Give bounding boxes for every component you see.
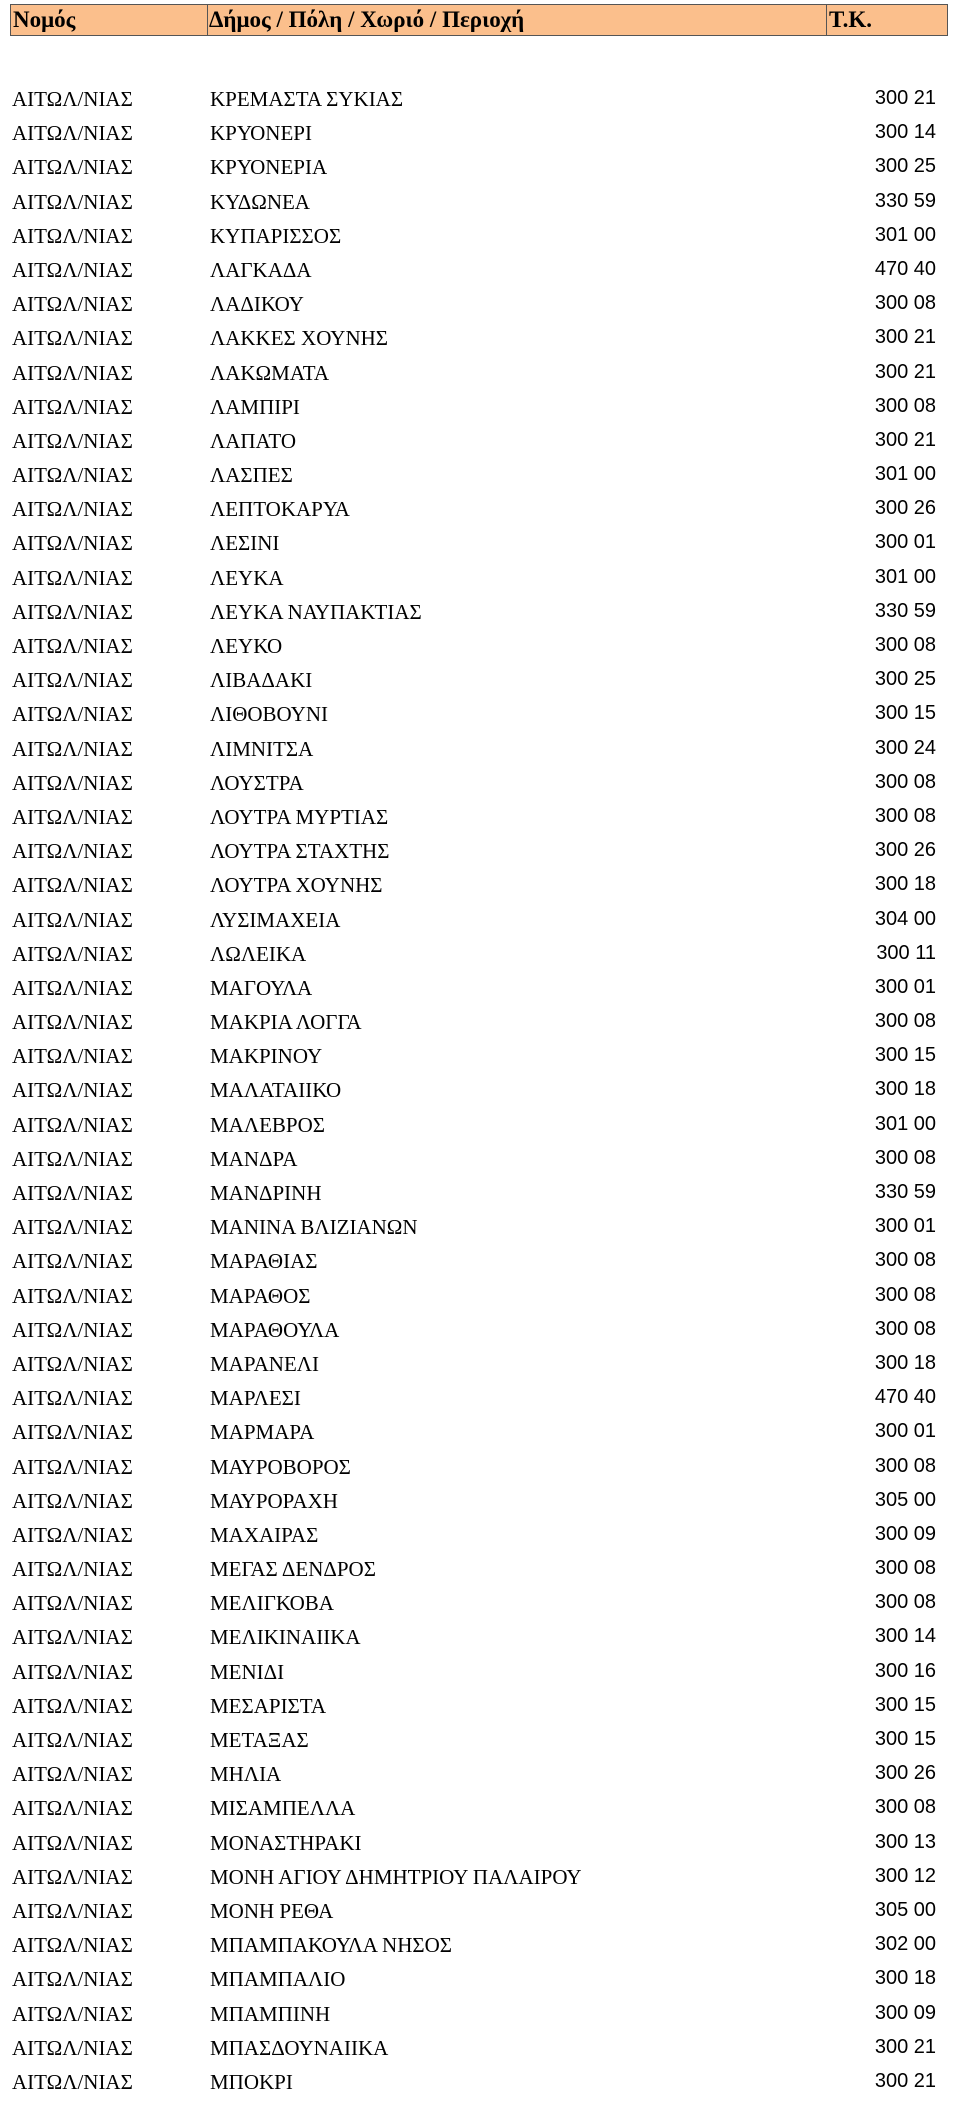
cell-nomos: ΑΙΤΩΛ/ΝΙΑΣ bbox=[12, 1830, 133, 1855]
cell-area: ΜΕΛΙΚΙΝΑΙΙΚΑ bbox=[210, 1625, 361, 1650]
cell-area: ΛΙΜΝΙΤΣΑ bbox=[210, 736, 314, 761]
cell-postcode: 330 59 bbox=[874, 1181, 936, 1203]
table-row bbox=[0, 1794, 960, 1828]
table-row bbox=[0, 1829, 960, 1863]
cell-postcode: 300 24 bbox=[874, 736, 936, 759]
cell-postcode: 300 21 bbox=[874, 428, 936, 451]
cell-area: ΚΥΠΑΡΙΣΣΟΣ bbox=[210, 223, 342, 248]
cell-postcode: 300 25 bbox=[874, 668, 936, 691]
cell-postcode: 300 15 bbox=[874, 1728, 936, 1750]
cell-nomos: ΑΙΤΩΛ/ΝΙΑΣ bbox=[12, 770, 133, 795]
cell-nomos: ΑΙΤΩΛ/ΝΙΑΣ bbox=[12, 1933, 133, 1958]
table-row bbox=[0, 1350, 960, 1384]
table-row bbox=[0, 393, 960, 427]
table-row bbox=[0, 1316, 960, 1350]
cell-area: ΚΡΥΟΝΕΡΙΑ bbox=[210, 155, 328, 180]
table-row bbox=[0, 1658, 960, 1692]
cell-area: ΛΕΥΚΑ bbox=[210, 565, 284, 590]
cell-area: ΜΕΝΙΔΙ bbox=[210, 1659, 285, 1684]
header-area: Δήμος / Πόλη / Χωριό / Περιοχή bbox=[209, 7, 525, 32]
cell-area: ΛΟΥΤΡΑ ΧΟΥΝΗΣ bbox=[210, 873, 383, 898]
cell-area: ΜΟΝΗ ΑΓΙΟΥ ΔΗΜΗΤΡΙΟΥ ΠΑΛΑΙΡΟΥ bbox=[210, 1864, 582, 1889]
cell-postcode: 300 09 bbox=[874, 1522, 936, 1545]
table-row bbox=[0, 324, 960, 358]
cell-area: ΜΑΓΟΥΛΑ bbox=[210, 975, 313, 1000]
cell-area: ΜΑΛΕΒΡΟΣ bbox=[210, 1112, 325, 1137]
table-row bbox=[0, 700, 960, 734]
table-row bbox=[0, 1760, 960, 1794]
cell-nomos: ΑΙΤΩΛ/ΝΙΑΣ bbox=[12, 1728, 133, 1752]
cell-area: ΛΟΥΣΤΡΑ bbox=[210, 770, 304, 795]
cell-area: ΜΑΚΡΙΑ ΛΟΓΓΑ bbox=[210, 1010, 362, 1035]
cell-area: ΜΑΛΑΤΑΙΙΚΟ bbox=[210, 1078, 342, 1103]
table-row bbox=[0, 1897, 960, 1931]
cell-area: ΜΑΚΡΙΝΟΥ bbox=[210, 1044, 323, 1069]
table-row bbox=[0, 769, 960, 803]
cell-area: ΛΑΜΠΙΡΙ bbox=[210, 394, 300, 419]
cell-area: ΜΑΡΛΕΣΙ bbox=[210, 1386, 301, 1411]
cell-postcode: 300 09 bbox=[874, 2001, 936, 2024]
cell-postcode: 300 08 bbox=[874, 770, 936, 793]
table-row bbox=[0, 153, 960, 187]
cell-area: ΛΑΔΙΚΟΥ bbox=[210, 292, 304, 317]
cell-postcode: 300 08 bbox=[874, 1796, 936, 1819]
table-row bbox=[0, 256, 960, 290]
cell-postcode: 304 00 bbox=[874, 907, 936, 930]
cell-nomos: ΑΙΤΩΛ/ΝΙΑΣ bbox=[12, 189, 133, 214]
cell-postcode: 301 00 bbox=[874, 565, 936, 588]
table-row bbox=[0, 666, 960, 700]
cell-postcode: 330 59 bbox=[874, 599, 936, 622]
cell-postcode: 305 00 bbox=[874, 1488, 936, 1511]
cell-nomos: ΑΙΤΩΛ/ΝΙΑΣ bbox=[12, 975, 133, 1000]
cell-nomos: ΑΙΤΩΛ/ΝΙΑΣ bbox=[12, 1522, 133, 1547]
cell-nomos: ΑΙΤΩΛ/ΝΙΑΣ bbox=[12, 1625, 133, 1650]
cell-postcode: 300 08 bbox=[874, 292, 936, 315]
cell-nomos: ΑΙΤΩΛ/ΝΙΑΣ bbox=[12, 497, 133, 522]
cell-nomos: ΑΙΤΩΛ/ΝΙΑΣ bbox=[12, 599, 133, 624]
cell-postcode: 300 14 bbox=[874, 1625, 936, 1648]
cell-postcode: 300 13 bbox=[874, 1830, 936, 1853]
cell-postcode: 300 12 bbox=[874, 1864, 936, 1887]
cell-postcode: 300 08 bbox=[874, 1557, 936, 1580]
cell-nomos: ΑΙΤΩΛ/ΝΙΑΣ bbox=[12, 907, 133, 932]
cell-area: ΜΟΝΑΣΤΗΡΑΚΙ bbox=[210, 1830, 362, 1855]
cell-area: ΛΕΥΚΑ ΝΑΥΠΑΚΤΙΑΣ bbox=[210, 599, 422, 624]
cell-postcode: 300 08 bbox=[874, 634, 936, 656]
cell-area: ΛΑΣΠΕΣ bbox=[210, 463, 293, 488]
table-row bbox=[0, 2068, 960, 2102]
cell-nomos: ΑΙΤΩΛ/ΝΙΑΣ bbox=[12, 1181, 133, 1205]
cell-nomos: ΑΙΤΩΛ/ΝΙΑΣ bbox=[12, 1351, 133, 1376]
cell-area: ΜΑΡΑΘΟΣ bbox=[210, 1283, 311, 1308]
table-row bbox=[0, 1008, 960, 1042]
cell-area: ΛΙΘΟΒΟΥΝΙ bbox=[210, 702, 329, 727]
cell-area: ΜΗΛΙΑ bbox=[210, 1762, 282, 1787]
cell-area: ΛΙΒΑΔΑΚΙ bbox=[210, 668, 313, 693]
cell-postcode: 300 08 bbox=[874, 394, 936, 417]
table-row bbox=[0, 1521, 960, 1555]
cell-area: ΜΠΑΜΠΙΝΗ bbox=[210, 2001, 331, 2026]
cell-area: ΜΕΛΙΓΚΟΒΑ bbox=[210, 1591, 334, 1616]
cell-nomos: ΑΙΤΩΛ/ΝΙΑΣ bbox=[12, 1898, 133, 1923]
cell-postcode: 300 15 bbox=[874, 1693, 936, 1716]
cell-area: ΜΑΝΙΝΑ ΒΛΙΖΙΑΝΩΝ bbox=[210, 1215, 418, 1240]
cell-nomos: ΑΙΤΩΛ/ΝΙΑΣ bbox=[12, 1967, 133, 1992]
table-header bbox=[10, 4, 948, 36]
cell-postcode: 300 14 bbox=[874, 121, 936, 144]
table-row bbox=[0, 1247, 960, 1281]
table-row bbox=[0, 837, 960, 871]
cell-postcode: 300 26 bbox=[874, 1762, 936, 1785]
table-row bbox=[0, 564, 960, 598]
table-row bbox=[0, 1213, 960, 1247]
cell-nomos: ΑΙΤΩΛ/ΝΙΑΣ bbox=[12, 87, 133, 111]
table-row bbox=[0, 1863, 960, 1897]
table-row bbox=[0, 1555, 960, 1589]
cell-nomos: ΑΙΤΩΛ/ΝΙΑΣ bbox=[12, 394, 133, 419]
cell-nomos: ΑΙΤΩΛ/ΝΙΑΣ bbox=[12, 1659, 133, 1684]
cell-postcode: 300 15 bbox=[874, 1044, 936, 1067]
cell-nomos: ΑΙΤΩΛ/ΝΙΑΣ bbox=[12, 1249, 133, 1274]
cell-nomos: ΑΙΤΩΛ/ΝΙΑΣ bbox=[12, 1044, 133, 1069]
cell-area: ΜΑΝΔΡΙΝΗ bbox=[210, 1181, 322, 1205]
cell-postcode: 302 00 bbox=[874, 1933, 936, 1956]
cell-area: ΜΑΥΡΟΡΑΧΗ bbox=[210, 1488, 338, 1513]
cell-area: ΜΠΑΣΔΟΥΝΑΙΙΚΑ bbox=[210, 2035, 389, 2060]
cell-area: ΛΟΥΤΡΑ ΣΤΑΧΤΗΣ bbox=[210, 839, 390, 864]
cell-postcode: 300 08 bbox=[874, 1010, 936, 1033]
cell-area: ΛΑΠΑΤΟ bbox=[210, 428, 297, 453]
cell-nomos: ΑΙΤΩΛ/ΝΙΑΣ bbox=[12, 1762, 133, 1787]
table-row bbox=[0, 427, 960, 461]
cell-area: ΜΟΝΗ ΡΕΘΑ bbox=[210, 1898, 334, 1923]
cell-nomos: ΑΙΤΩΛ/ΝΙΑΣ bbox=[12, 1010, 133, 1035]
cell-postcode: 300 01 bbox=[874, 531, 936, 554]
cell-nomos: ΑΙΤΩΛ/ΝΙΑΣ bbox=[12, 1796, 133, 1821]
cell-nomos: ΑΙΤΩΛ/ΝΙΑΣ bbox=[12, 1386, 133, 1411]
cell-area: ΛΟΥΤΡΑ ΜΥΡΤΙΑΣ bbox=[210, 804, 389, 829]
cell-postcode: 300 18 bbox=[874, 1351, 936, 1374]
cell-postcode: 300 18 bbox=[874, 1078, 936, 1101]
cell-nomos: ΑΙΤΩΛ/ΝΙΑΣ bbox=[12, 360, 133, 385]
cell-nomos: ΑΙΤΩΛ/ΝΙΑΣ bbox=[12, 223, 133, 248]
table-row bbox=[0, 1042, 960, 1076]
cell-area: ΜΕΤΑΞΑΣ bbox=[210, 1728, 309, 1752]
cell-area: ΛΑΚΩΜΑΤΑ bbox=[210, 360, 330, 385]
header-divider bbox=[826, 5, 827, 35]
cell-postcode: 301 00 bbox=[874, 223, 936, 246]
cell-area: ΜΠΑΜΠΑΛΙΟ bbox=[210, 1967, 346, 1992]
table-row bbox=[0, 2000, 960, 2034]
cell-area: ΜΑΥΡΟΒΟΡΟΣ bbox=[210, 1454, 351, 1479]
table-row bbox=[0, 1076, 960, 1110]
cell-area: ΛΕΥΚΟ bbox=[210, 634, 283, 658]
cell-postcode: 300 21 bbox=[874, 2035, 936, 2058]
cell-nomos: ΑΙΤΩΛ/ΝΙΑΣ bbox=[12, 326, 133, 351]
cell-nomos: ΑΙΤΩΛ/ΝΙΑΣ bbox=[12, 121, 133, 146]
cell-area: ΜΑΡΑΘΙΑΣ bbox=[210, 1249, 318, 1274]
cell-nomos: ΑΙΤΩΛ/ΝΙΑΣ bbox=[12, 1454, 133, 1479]
table-row bbox=[0, 461, 960, 495]
table-body bbox=[0, 85, 960, 2102]
cell-nomos: ΑΙΤΩΛ/ΝΙΑΣ bbox=[12, 1317, 133, 1342]
table-row bbox=[0, 735, 960, 769]
table-row bbox=[0, 1726, 960, 1760]
table-row bbox=[0, 598, 960, 632]
cell-nomos: ΑΙΤΩΛ/ΝΙΑΣ bbox=[12, 873, 133, 898]
cell-postcode: 300 11 bbox=[876, 941, 936, 964]
cell-nomos: ΑΙΤΩΛ/ΝΙΑΣ bbox=[12, 668, 133, 693]
cell-postcode: 305 00 bbox=[874, 1898, 936, 1921]
cell-postcode: 300 18 bbox=[874, 1967, 936, 1990]
cell-nomos: ΑΙΤΩΛ/ΝΙΑΣ bbox=[12, 1591, 133, 1616]
cell-area: ΜΑΧΑΙΡΑΣ bbox=[210, 1522, 319, 1547]
cell-postcode: 300 16 bbox=[874, 1659, 936, 1682]
cell-nomos: ΑΙΤΩΛ/ΝΙΑΣ bbox=[12, 1078, 133, 1103]
table-row bbox=[0, 1282, 960, 1316]
table-row bbox=[0, 906, 960, 940]
header-nomos: Νομός bbox=[13, 7, 76, 32]
cell-nomos: ΑΙΤΩΛ/ΝΙΑΣ bbox=[12, 463, 133, 488]
cell-postcode: 300 25 bbox=[874, 155, 936, 178]
table-row bbox=[0, 495, 960, 529]
cell-postcode: 300 08 bbox=[874, 1249, 936, 1272]
table-row bbox=[0, 1145, 960, 1179]
table-row bbox=[0, 119, 960, 153]
table-row bbox=[0, 803, 960, 837]
table-row bbox=[0, 1931, 960, 1965]
cell-nomos: ΑΙΤΩΛ/ΝΙΑΣ bbox=[12, 1864, 133, 1889]
cell-postcode: 300 21 bbox=[874, 87, 936, 109]
cell-postcode: 300 08 bbox=[874, 1283, 936, 1306]
cell-nomos: ΑΙΤΩΛ/ΝΙΑΣ bbox=[12, 702, 133, 727]
cell-area: ΛΕΣΙΝΙ bbox=[210, 531, 280, 556]
cell-area: ΚΡΥΟΝΕΡΙ bbox=[210, 121, 312, 146]
cell-area: ΛΕΠΤΟΚΑΡΥΑ bbox=[210, 497, 350, 522]
cell-postcode: 300 08 bbox=[874, 804, 936, 827]
cell-nomos: ΑΙΤΩΛ/ΝΙΑΣ bbox=[12, 1112, 133, 1137]
cell-postcode: 300 21 bbox=[874, 2069, 936, 2092]
table-row bbox=[0, 1111, 960, 1145]
cell-area: ΜΑΝΔΡΑ bbox=[210, 1146, 298, 1171]
cell-postcode: 470 40 bbox=[874, 1386, 936, 1409]
cell-nomos: ΑΙΤΩΛ/ΝΙΑΣ bbox=[12, 1146, 133, 1171]
cell-postcode: 300 21 bbox=[874, 326, 936, 349]
cell-nomos: ΑΙΤΩΛ/ΝΙΑΣ bbox=[12, 2001, 133, 2026]
cell-area: ΛΩΛΕΙΚΑ bbox=[210, 941, 307, 966]
cell-nomos: ΑΙΤΩΛ/ΝΙΑΣ bbox=[12, 292, 133, 317]
table-row bbox=[0, 1487, 960, 1521]
table-row bbox=[0, 290, 960, 324]
header-divider bbox=[207, 5, 208, 35]
cell-nomos: ΑΙΤΩΛ/ΝΙΑΣ bbox=[12, 839, 133, 864]
table-row bbox=[0, 1965, 960, 1999]
cell-postcode: 470 40 bbox=[874, 257, 936, 280]
cell-postcode: 300 08 bbox=[874, 1317, 936, 1340]
table-row bbox=[0, 529, 960, 563]
cell-postcode: 300 26 bbox=[874, 497, 936, 520]
cell-postcode: 300 21 bbox=[874, 360, 936, 383]
cell-area: ΚΥΔΩΝΕΑ bbox=[210, 189, 310, 214]
cell-nomos: ΑΙΤΩΛ/ΝΙΑΣ bbox=[12, 1693, 133, 1718]
cell-postcode: 300 08 bbox=[874, 1591, 936, 1614]
table-row bbox=[0, 85, 960, 119]
cell-nomos: ΑΙΤΩΛ/ΝΙΑΣ bbox=[12, 736, 133, 761]
cell-postcode: 330 59 bbox=[874, 189, 936, 212]
cell-area: ΜΠΑΜΠΑΚΟΥΛΑ ΝΗΣΟΣ bbox=[210, 1933, 452, 1958]
cell-area: ΚΡΕΜΑΣΤΑ ΣΥΚΙΑΣ bbox=[210, 87, 404, 111]
cell-area: ΜΑΡΑΘΟΥΛΑ bbox=[210, 1317, 340, 1342]
cell-area: ΜΠΟΚΡΙ bbox=[210, 2069, 293, 2094]
table-row bbox=[0, 1179, 960, 1213]
cell-nomos: ΑΙΤΩΛ/ΝΙΑΣ bbox=[12, 634, 133, 658]
cell-postcode: 300 08 bbox=[874, 1454, 936, 1477]
table-row bbox=[0, 974, 960, 1008]
table-row bbox=[0, 632, 960, 666]
cell-nomos: ΑΙΤΩΛ/ΝΙΑΣ bbox=[12, 257, 133, 282]
cell-nomos: ΑΙΤΩΛ/ΝΙΑΣ bbox=[12, 804, 133, 829]
table-row bbox=[0, 1589, 960, 1623]
cell-area: ΛΑΚΚΕΣ ΧΟΥΝΗΣ bbox=[210, 326, 389, 351]
cell-nomos: ΑΙΤΩΛ/ΝΙΑΣ bbox=[12, 531, 133, 556]
cell-postcode: 300 08 bbox=[874, 1146, 936, 1169]
cell-nomos: ΑΙΤΩΛ/ΝΙΑΣ bbox=[12, 2069, 133, 2094]
table-row bbox=[0, 1384, 960, 1418]
table-row bbox=[0, 871, 960, 905]
cell-area: ΜΙΣΑΜΠΕΛΛΑ bbox=[210, 1796, 356, 1821]
header-postcode: Τ.Κ. bbox=[829, 7, 873, 32]
cell-nomos: ΑΙΤΩΛ/ΝΙΑΣ bbox=[12, 565, 133, 590]
cell-postcode: 300 18 bbox=[874, 873, 936, 896]
cell-postcode: 300 01 bbox=[874, 1420, 936, 1443]
cell-postcode: 300 01 bbox=[874, 1215, 936, 1238]
table-row bbox=[0, 940, 960, 974]
cell-area: ΛΑΓΚΑΔΑ bbox=[210, 257, 312, 282]
cell-postcode: 300 26 bbox=[874, 839, 936, 862]
cell-nomos: ΑΙΤΩΛ/ΝΙΑΣ bbox=[12, 1283, 133, 1308]
table-row bbox=[0, 1692, 960, 1726]
cell-postcode: 300 01 bbox=[874, 975, 936, 998]
cell-nomos: ΑΙΤΩΛ/ΝΙΑΣ bbox=[12, 2035, 133, 2060]
cell-nomos: ΑΙΤΩΛ/ΝΙΑΣ bbox=[12, 1215, 133, 1240]
cell-postcode: 300 15 bbox=[874, 702, 936, 725]
table-row bbox=[0, 1623, 960, 1657]
cell-postcode: 301 00 bbox=[874, 1112, 936, 1135]
cell-nomos: ΑΙΤΩΛ/ΝΙΑΣ bbox=[12, 155, 133, 180]
table-row bbox=[0, 2034, 960, 2068]
cell-nomos: ΑΙΤΩΛ/ΝΙΑΣ bbox=[12, 1557, 133, 1582]
table-row bbox=[0, 188, 960, 222]
cell-area: ΜΕΣΑΡΙΣΤΑ bbox=[210, 1693, 327, 1718]
cell-postcode: 301 00 bbox=[874, 463, 936, 486]
cell-area: ΜΑΡΑΝΕΛΙ bbox=[210, 1351, 319, 1376]
table-row bbox=[0, 1453, 960, 1487]
cell-nomos: ΑΙΤΩΛ/ΝΙΑΣ bbox=[12, 428, 133, 453]
table-row bbox=[0, 222, 960, 256]
cell-area: ΛΥΣΙΜΑΧΕΙΑ bbox=[210, 907, 341, 932]
cell-nomos: ΑΙΤΩΛ/ΝΙΑΣ bbox=[12, 1488, 133, 1513]
cell-area: ΜΕΓΑΣ ΔΕΝΔΡΟΣ bbox=[210, 1557, 376, 1582]
cell-nomos: ΑΙΤΩΛ/ΝΙΑΣ bbox=[12, 941, 133, 966]
table-row bbox=[0, 1418, 960, 1452]
table-row bbox=[0, 359, 960, 393]
cell-nomos: ΑΙΤΩΛ/ΝΙΑΣ bbox=[12, 1420, 133, 1445]
cell-area: ΜΑΡΜΑΡΑ bbox=[210, 1420, 315, 1445]
